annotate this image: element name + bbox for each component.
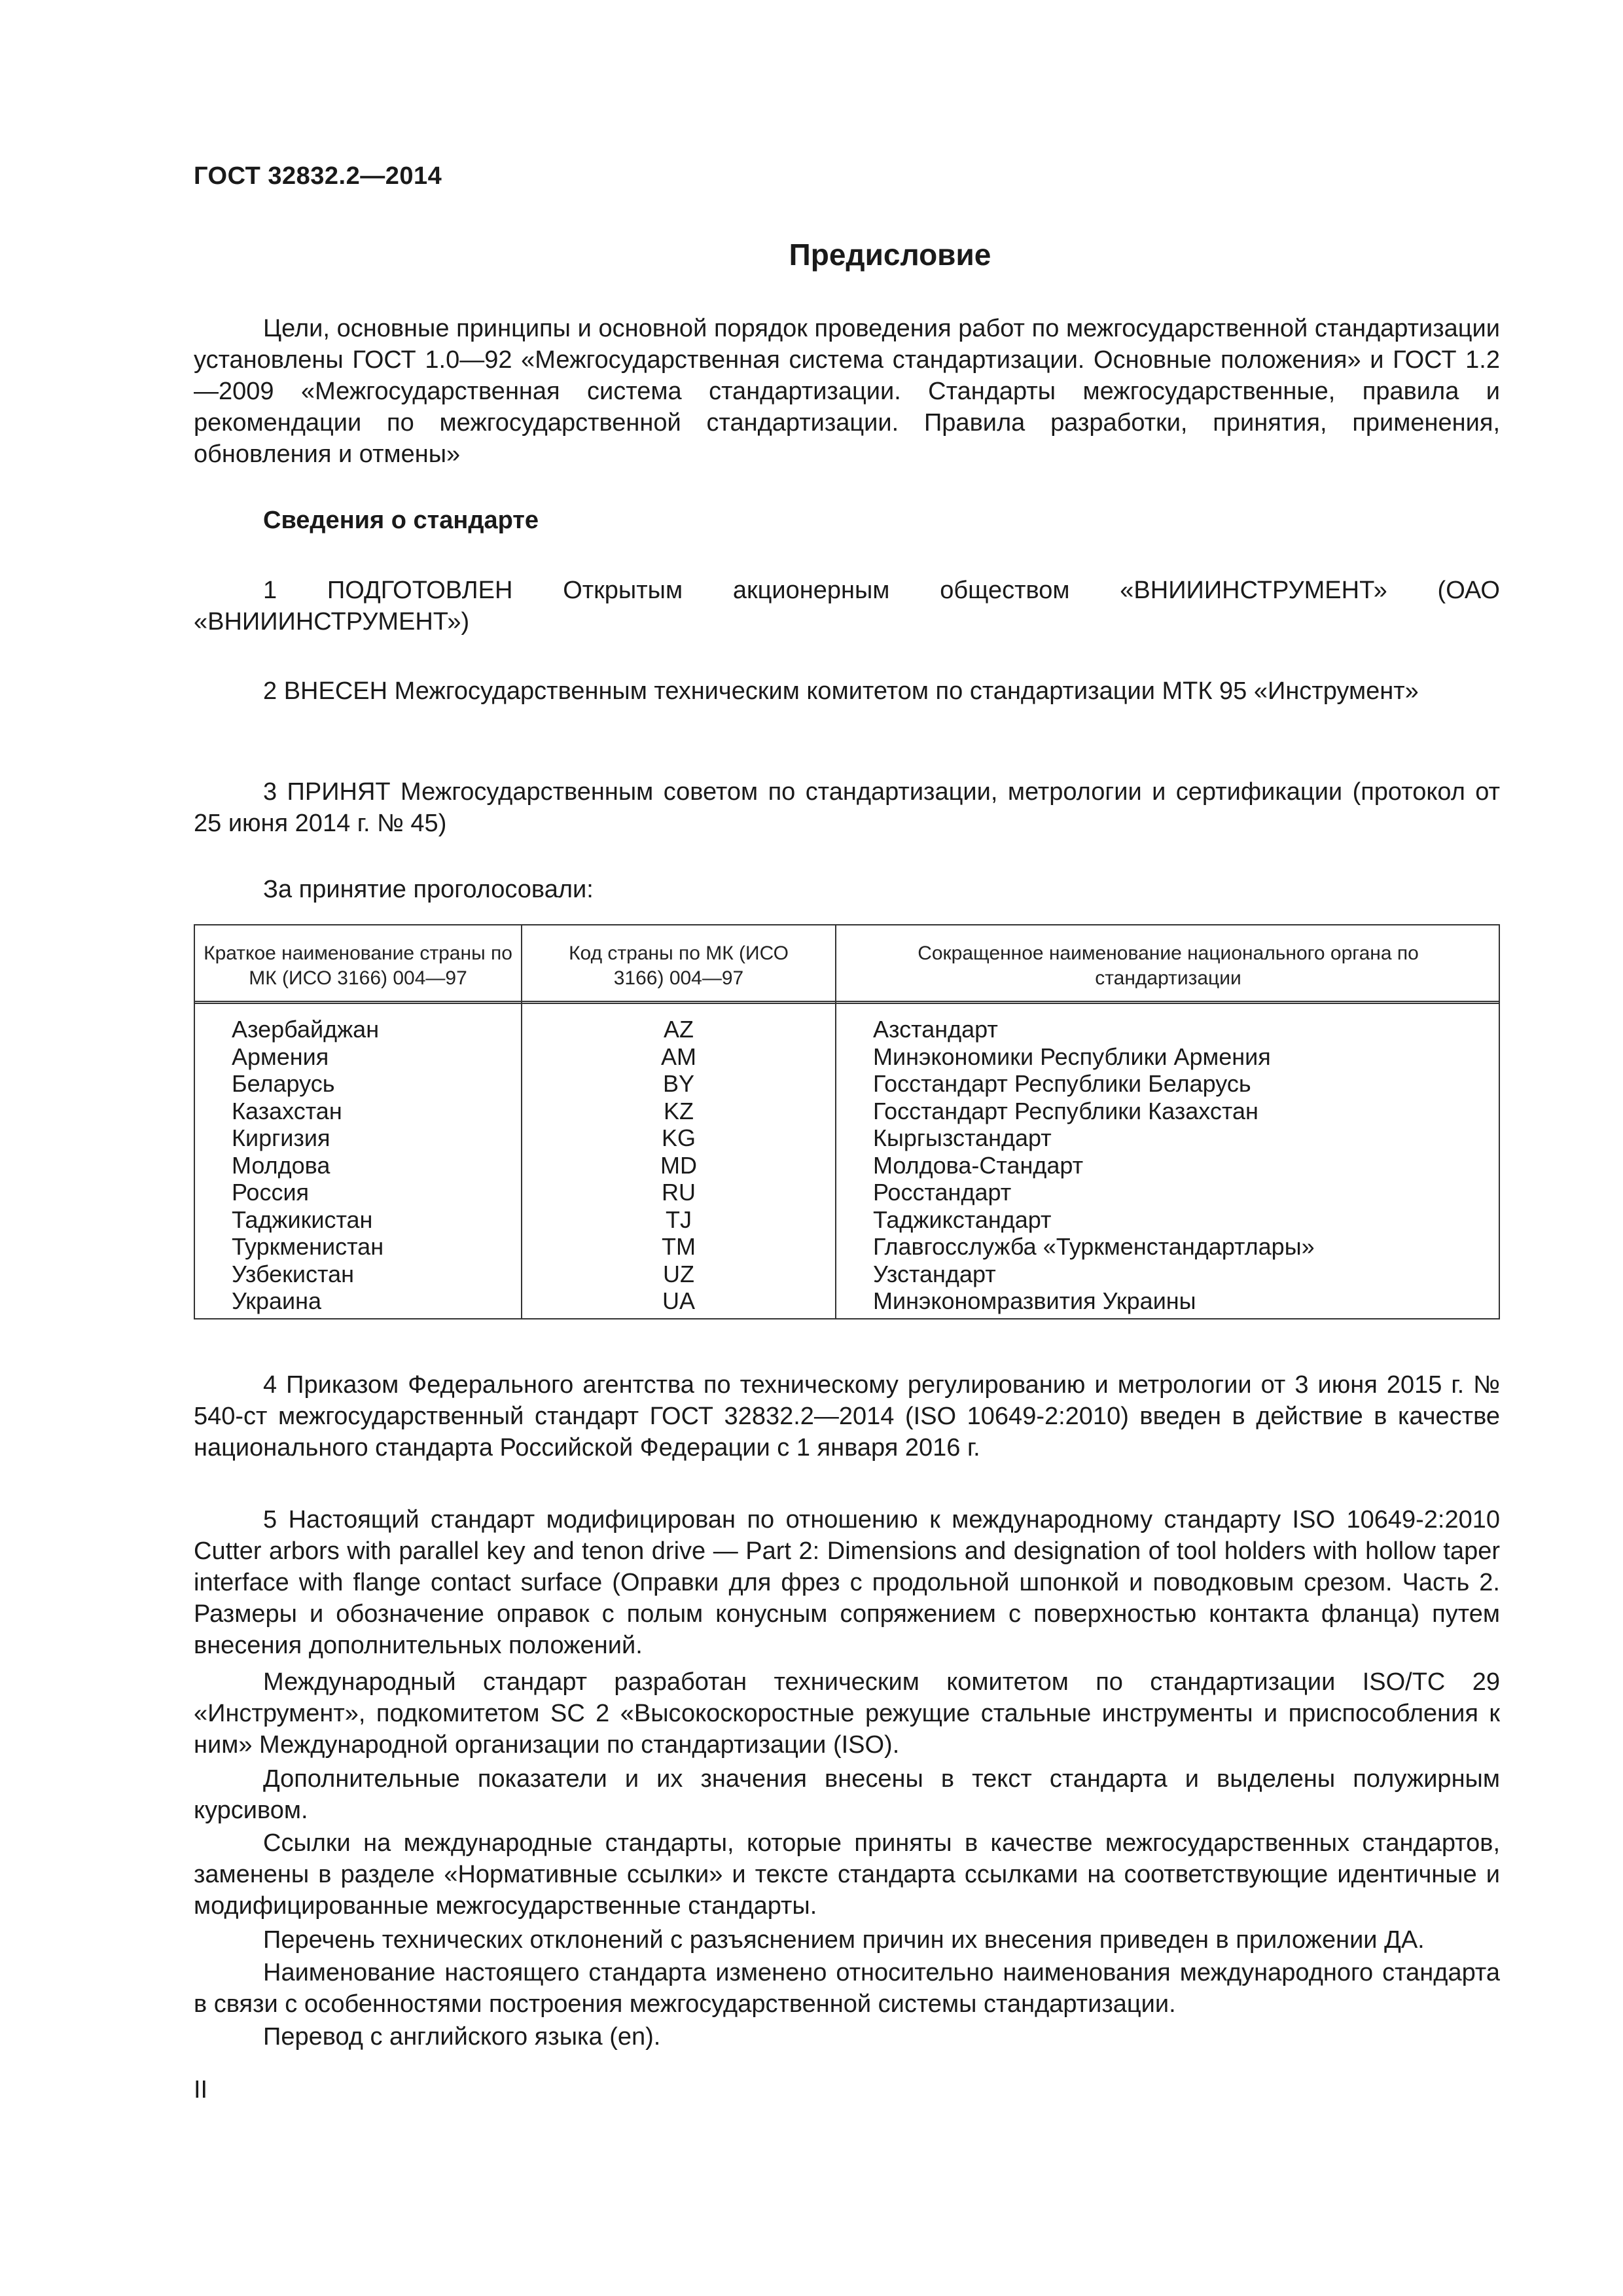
item-3-paragraph: 3 ПРИНЯТ Межгосударственным советом по стандартизации, метрологии и сертификации (протокол от 25 июня 2014 г. № 45) (194, 778, 1500, 837)
voting-table (194, 924, 1500, 1319)
table-cell-code: UZ (663, 1260, 694, 1287)
table-cell-country: Таджикистан (232, 1206, 373, 1233)
international-standard-paragraph: Международный стандарт разработан техническим комитетом по стандартизации ISO/TC 29 «Инструмент», подкомитетом SC 2 «Высокоскоростные режущие стальные инструменты и приспособления к ним» Международной организации по стандартизации (ISO). (194, 1668, 1500, 1759)
item-4-paragraph: 4 Приказом Федерального агентства по техническому регулированию и метрологии от 3 июня 2015 г. № 540-ст межгосударственный стандарт ГОСТ 32832.2—2014 (ISO 10649-2:2010) введен в действие в качестве национального стандарта Российской Федерации с 1 января 2016 г. (194, 1371, 1500, 1462)
page-number: II (194, 2076, 208, 2104)
item-1-paragraph: 1 ПОДГОТОВЛЕН Открытым акционерным обществом «ВНИИИНСТРУМЕНТ» (ОАО «ВНИИИНСТРУМЕНТ») (194, 577, 1500, 636)
table-cell-country: Киргизия (232, 1124, 330, 1151)
table-cell-code: UA (662, 1287, 695, 1314)
table-cell-country: Туркменистан (232, 1233, 384, 1260)
table-cell-code: KG (661, 1124, 696, 1151)
page-title: Предисловие (789, 238, 991, 272)
translation-paragraph: Перевод с английского языка (en). (263, 2023, 661, 2051)
table-cell-body: Главгосслужба «Туркменстандартлары» (873, 1233, 1315, 1260)
additional-indicators-paragraph: Дополнительные показатели и их значения внесены в текст стандарта и выделены полужирным курсивом. (194, 1765, 1500, 1824)
header-country: Краткое наименование страны по МК (ИСО 3166) 004—97 (204, 942, 512, 989)
table-cell-country: Узбекистан (232, 1260, 355, 1287)
table-cell-body: Минэкономразвития Украины (873, 1287, 1196, 1314)
document-number: ГОСТ 32832.2—2014 (194, 162, 442, 190)
table-cell-code: MD (660, 1151, 697, 1179)
country-column (232, 1016, 383, 1315)
name-change-paragraph: Наименование настоящего стандарта изменено относительно наименования международного стандарта в связи с особенностями построения межгосударственной системы стандартизации. (194, 1959, 1500, 2018)
table-cell-code: AM (661, 1043, 696, 1070)
table-cell-body: Молдова-Стандарт (873, 1151, 1084, 1179)
table-cell-code: KZ (663, 1097, 694, 1124)
table-cell-code: TM (662, 1233, 696, 1260)
table-cell-body: Госстандарт Республики Казахстан (873, 1097, 1258, 1124)
table-cell-body: Кыргызстандарт (873, 1124, 1052, 1151)
table-cell-country: Россия (232, 1179, 310, 1206)
table-cell-country: Молдова (232, 1151, 330, 1179)
info-heading: Сведения о стандарте (263, 507, 539, 534)
table-cell-body: Таджикстандарт (873, 1206, 1052, 1233)
code-column (522, 1016, 835, 1315)
table-cell-country: Казахстан (232, 1097, 342, 1124)
references-paragraph: Ссылки на международные стандарты, которые приняты в качестве межгосударственных стандартов, заменены в разделе «Нормативные ссылки» и тексте стандарта ссылками на соответствующие идентичные и модифицированные межгосударственные стандарты. (194, 1829, 1500, 1920)
table-cell-code: AZ (663, 1016, 694, 1043)
table-cell-country: Азербайджан (232, 1016, 380, 1043)
table-cell-country: Украина (232, 1287, 322, 1314)
header-body: Сокращенное наименование национального органа по стандартизации (918, 942, 1419, 989)
table-cell-country: Беларусь (232, 1070, 335, 1097)
item-2-paragraph: 2 ВНЕСЕН Межгосударственным техническим комитетом по стандартизации МТК 95 «Инструмент» (263, 677, 1419, 705)
intro-paragraph: Цели, основные принципы и основной порядок проведения работ по межгосударственной стандартизации установлены ГОСТ 1.0—92 «Межгосударственная система стандартизации. Основные положения» и ГОСТ 1.2—2009 «Межгосударственная система стандартизации. Стандарты межгосударственные, правила и рекомендации по межгосударственной стандартизации. Правила разработки, принятия, применения, обновления и отмены» (194, 315, 1500, 468)
item-5-paragraph: 5 Настоящий стандарт модифицирован по отношению к международному стандарту ISO 10649-2:2010 Cutter arbors with parallel key and tenon drive — Part 2: Dimensions and designation of tool holders with hollow taper interface with flange contact surface (Оправки для фрез с продольной шпонкой и поводковым срезом. Часть 2. Размеры и обозначение оправок с полым конусным сопряжением с поверхностью контакта фланца) путем внесения дополнительных положений. (194, 1506, 1500, 1659)
table-cell-body: Минэкономики Республики Армения (873, 1043, 1271, 1070)
body-column (873, 1016, 1315, 1315)
table-cell-country: Армения (232, 1043, 329, 1070)
deviations-paragraph: Перечень технических отклонений с разъяснением причин их внесения приведен в приложении ДА. (263, 1926, 1425, 1954)
table-cell-code: TJ (666, 1206, 692, 1233)
table-cell-code: RU (662, 1179, 696, 1206)
header-code: Код страны по МК (ИСО 3166) 004—97 (569, 942, 789, 989)
table-cell-body: Азстандарт (873, 1016, 998, 1043)
voted-label: За принятие проголосовали: (263, 876, 594, 903)
table-cell-body: Росстандарт (873, 1179, 1012, 1206)
table-cell-body: Узстандарт (873, 1260, 996, 1287)
table-cell-code: BY (662, 1070, 695, 1097)
table-cell-body: Госстандарт Республики Беларусь (873, 1070, 1251, 1097)
